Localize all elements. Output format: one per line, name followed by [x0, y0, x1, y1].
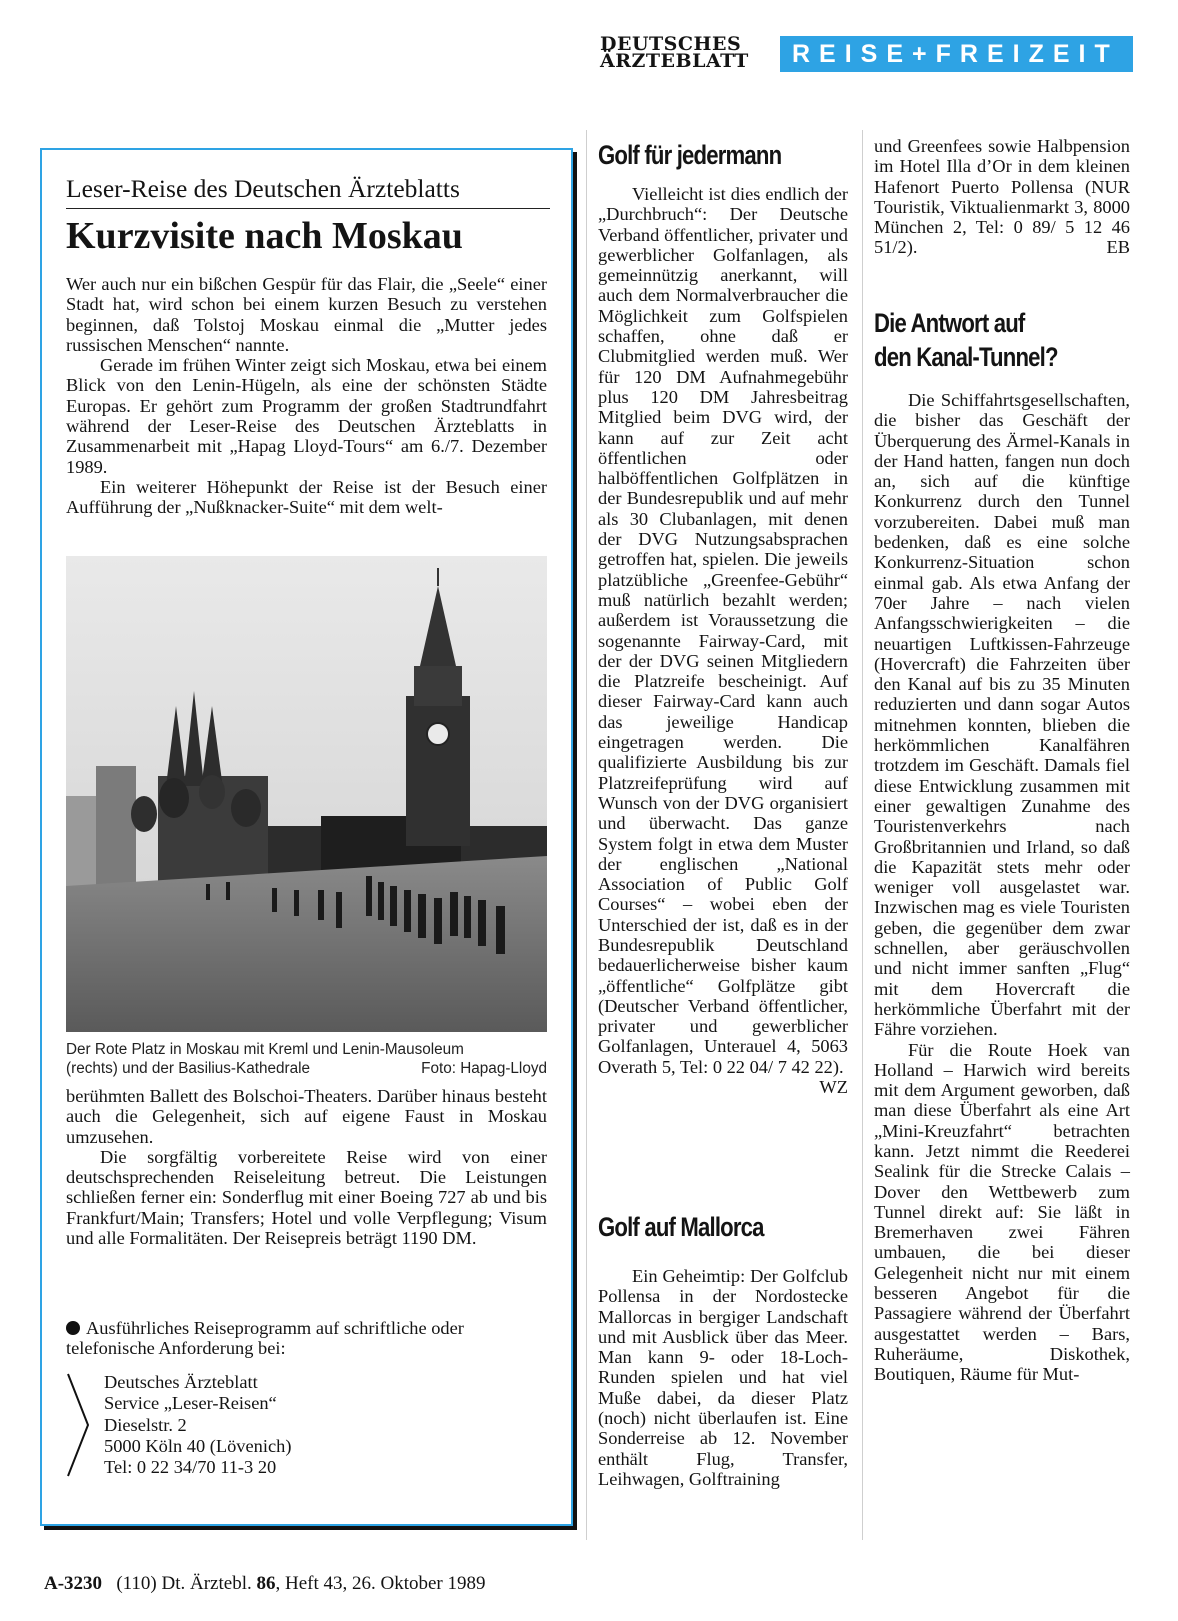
- author-signature: WZ: [819, 1077, 848, 1098]
- footer-volume: 86: [256, 1573, 276, 1594]
- photo-credit: Foto: Hapag-Lloyd: [421, 1060, 547, 1077]
- contact-address: [104, 1372, 291, 1478]
- contact-note: [66, 1318, 547, 1359]
- section-label: REISE+FREIZEIT: [780, 36, 1133, 72]
- article-body-golf: [598, 184, 848, 1097]
- article-headline: [598, 138, 781, 172]
- paragraph: Die sorgfältig vorbereitete Reise wird von einer deutschsprechenden Reiseleitung betreut. Die Leistungen schließen ferner ein: Sonderflug mit einer Boeing 727 ab und bis Frankfurt/Main; Transfers; Hotel und volle Verpflegung; Visum und alle Formalitäten. Der Reisepreis beträgt 1190 DM.: [66, 1146, 547, 1249]
- red-square-photo: [66, 556, 547, 1032]
- paragraph: [598, 184, 848, 1098]
- masthead-logo: [600, 33, 760, 72]
- headline-text: Golf für jedermann: [598, 140, 782, 170]
- footer-issue: , Heft 43, 26. Oktober 1989: [275, 1573, 486, 1594]
- paragraph: Ein weiterer Höhepunkt der Reise ist der Besuch einer Aufführung der „Nußknacker-Suite“ mit dem welt-: [66, 476, 547, 518]
- address-line: Deutsches Ärzteblatt: [104, 1372, 258, 1392]
- address-line: Dieselstr. 2: [104, 1414, 187, 1435]
- article-body-channel: [874, 390, 1130, 1385]
- masthead-line1: DEUTSCHES: [600, 33, 742, 55]
- article-body-bottom: [66, 1086, 547, 1248]
- article-headline: Kurzvisite nach Moskau: [66, 215, 463, 257]
- paragraph: Gerade im frühen Winter zeigt sich Moskau, etwa bei einem Blick von den Lenin-Hügeln, als eine der schönsten Städte Europas. Er gehört zum Programm der großen Stadtrundfahrt während der Leser-Reise des Deutschen Ärzteblatts in Zusammenarbeit mit „Hapag Lloyd-Tours“ am 6./7. Dezember 1989.: [66, 355, 547, 477]
- paragraph-text: und Greenfees sowie Halbpension im Hotel Illa d’Or in dem kleinen Hafenort Puerto Pollensa (NUR Touristik, Viktualienmarkt 3, 8000 München 2, Tel: 0 89/ 5 12 46 51/2).: [874, 136, 1130, 258]
- caption-line: Der Rote Platz in Moskau mit Kreml und Lenin-Mausoleum: [66, 1041, 464, 1058]
- paragraph: Wer auch nur ein bißchen Gespür für das Flair, die „Seele“ einer Stadt hat, wird schon bei einem kurzen Besuch zu verstehen beginnen, daß Tolstoj Moskau einmal die „Mutter jedes russischen Menschen“ nannte.: [66, 274, 547, 355]
- page-number: A-3230: [44, 1573, 103, 1594]
- paragraph: Für die Route Hoek van Holland – Harwich wird bereits mit dem Argument geworben, daß man diese Überfahrt als eine Art „Mini-Kreuzfahrt“ betrachten kann. Jetzt nimmt die Reederei Sealink für die Strecke Calais – Dover den Wettbewerb zum Tunnel direkt auf: Sie läßt in Bremerhaven zwei Fähren umbauen, die bei dieser Gelegenheit nicht nur mit einem besseren Angebot für die Passagiere während der Überfahrt ausgestattet werden – Bars, Ruheräume, Diskothek, Boutiquen, Räume für Mut-: [874, 1039, 1130, 1385]
- arrow-right-icon: [66, 1372, 90, 1478]
- column-rule: [862, 130, 863, 1540]
- contact-note-text: Ausführliches Reiseprogramm auf schriftliche oder telefonische Anforderung bei:: [66, 1318, 464, 1359]
- paragraph: [874, 136, 1130, 258]
- article-body-mallorca-continued: [874, 136, 1130, 258]
- footer-prefix: (110) Dt. Ärztebl.: [116, 1573, 252, 1594]
- address-line: 5000 Köln 40 (Lövenich): [104, 1435, 292, 1456]
- author-signature: EB: [1106, 237, 1130, 258]
- paragraph: Ein Geheimtip: Der Golfclub Pollensa in der Nordostecke Mallorcas in bergiger Landschaft und mit Ausblick über das Meer. Man kann 9- oder 18-Loch-Runden spielen und hat viel Muße dabei, da dieser Platz (noch) nicht überlaufen ist. Eine Sonderreise ab 12. November enthält Flug, Transfer, Leihwagen, Golftraining: [598, 1266, 848, 1489]
- paragraph: Die Schiffahrtsgesellschaften, die bisher das Geschäft der Überquerung des Ärmel-Kanals in der Hand hatten, fangen nun doch an, sich auf die künftige Konkurrenz durch den Tunnel vorzubereiten. Dabei muß man bedenken, daß es eine solche Konkurrenz-Situation schon einmal gab. Als etwa Anfang der 70er Jahre – nach vielen Anfangsschwierigkeiten – die neuartigen Luftkissen-Fahrzeuge (Hovercraft) die Fahrzeiten über den Kanal auf bis zu 35 Minuten reduzierten und dann sogar Autos mitnehmen konnten, blieben die herkömmlichen Kanalfähren trotzdem im Geschäft. Damals fiel diese Entwicklung zusammen mit einer gewaltigen Zunahme des Touristenverkehrs nach Großbritannien und Irland, so daß die Kapazität stets mehr oder weniger voll ausgelastet war. Inzwischen mag es viele Touristen geben, die gegenüber dem zwar schnellen, aber geräuschvollen und nicht immer sanften „Flug“ mit dem Hovercraft die herkömmliche Überfahrt mit der Fähre vorziehen.: [874, 390, 1130, 1040]
- paragraph: berühmten Ballett des Bolschoi-Theaters. Darüber hinaus besteht auch die Gelegenheit, sich auf eigene Faust in Moskau umzusehen.: [66, 1086, 547, 1147]
- address-line: Service „Leser-Reisen“: [104, 1393, 277, 1414]
- paragraph-text: Vielleicht ist dies endlich der „Durchbruch“: Der Deutsche Verband öffentlicher, privater und gewerblicher Golfanlagen, als gemeinnützig anerkannt, will auch dem Normalverbraucher die Möglichkeit zum Golfspielen schaffen, ohne daß er Clubmitglied werden muß. Wer für 120 DM Aufnahmegebühr plus 120 DM Jahresbeitrag Mitglied beim DVG wird, der kann auf zur Zeit acht öffentlichen oder halböffentlichen Golfplätzen in der Bundesrepublik und auf mehr als 30 Clubanlagen, mit denen der DVG Nutzungsabsprachen getroffen hat, spielen. Die jeweils platzübliche „Greenfee-Gebühr“ muß natürlich bezahlt werden; außerdem ist Voraussetzung die sogenannte Fairway-Card, mit der der DVG seinen Mitgliedern die Platzreife bescheinigt. Auf dieser Fairway-Card kann auch das jeweilige Handicap eingetragen werden. Die qualifizierte Ausbildung bis zur Platzreifeprüfung wird auf Wunsch von der DVG organisiert und überwacht. Das ganze System folgt in etwa dem Muster der englischen „National Association of Public Golf Courses“ – wobei eben der Unterschied der ist, daß es in der Bundesrepublik Deutschland bedauerlicherweise bisher kaum „öffentliche“ Golfplätze gibt (Deutscher Verband öffentlicher, privater und gewerblicher Golfanlagen, Unterauel 4, 5063 Overath 5, Tel: 0 22 04/ 7 42 22).: [598, 184, 848, 1077]
- article-body-top: [66, 274, 547, 518]
- article-headline: [598, 1210, 764, 1244]
- article-kicker: Leser-Reise des Deutschen Ärzteblatts: [66, 174, 550, 209]
- photo-caption: [66, 1040, 547, 1078]
- masthead-line2: ÄRZTEBLATT: [600, 50, 749, 72]
- headline-line: den Kanal-Tunnel?: [874, 342, 1058, 372]
- page-footer: [44, 1573, 486, 1595]
- column-rule: [586, 130, 587, 1540]
- address-line: Tel: 0 22 34/70 11-3 20: [104, 1457, 277, 1478]
- headline-line: Die Antwort auf: [874, 308, 1025, 338]
- article-body-mallorca: [598, 1266, 848, 1489]
- caption-line: (rechts) und der Basilius-Kathedrale: [66, 1060, 311, 1077]
- headline-text: Golf auf Mallorca: [598, 1212, 764, 1242]
- article-headline: [874, 306, 1058, 374]
- bullet-icon: [66, 1321, 80, 1335]
